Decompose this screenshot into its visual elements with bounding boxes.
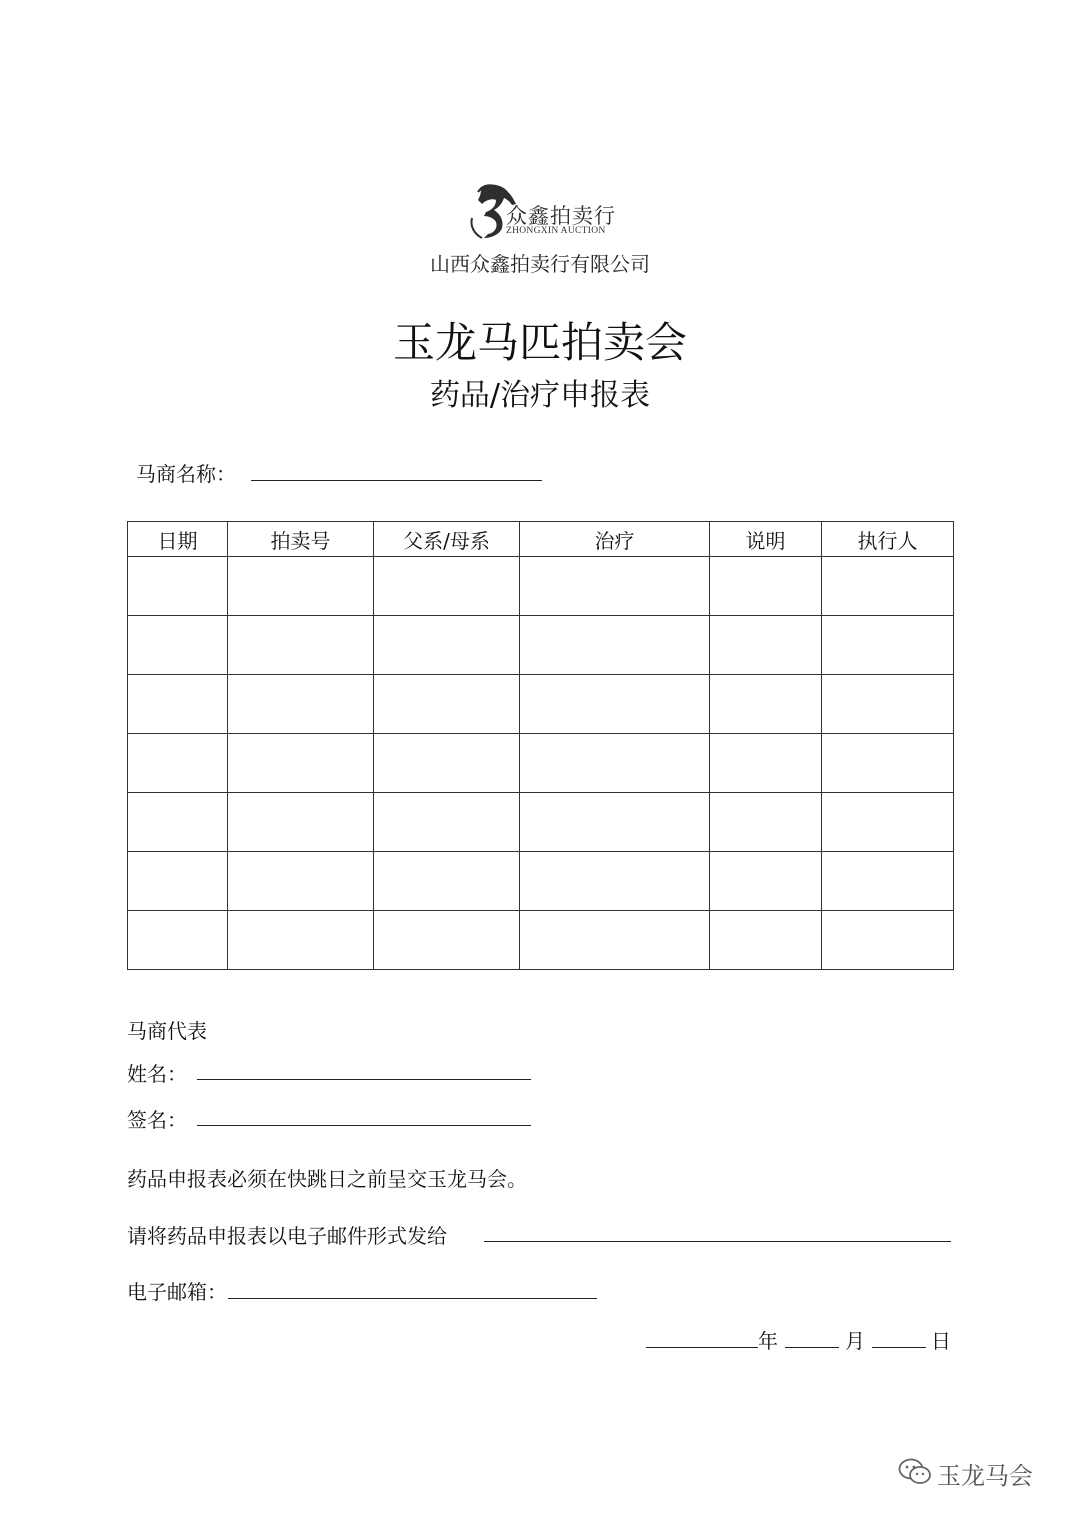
table-cell[interactable] xyxy=(374,734,520,793)
wechat-icon xyxy=(898,1457,932,1487)
table-cell[interactable] xyxy=(520,557,710,616)
table-cell[interactable] xyxy=(228,852,374,911)
month-label: 月 xyxy=(845,1329,865,1353)
table-cell[interactable] xyxy=(128,734,228,793)
table-cell[interactable] xyxy=(520,734,710,793)
column-header-treatment: 治疗 xyxy=(520,522,710,557)
table-cell[interactable] xyxy=(374,793,520,852)
email-label: 电子邮箱： xyxy=(127,1280,227,1304)
table-cell[interactable] xyxy=(822,557,954,616)
table-cell[interactable] xyxy=(228,557,374,616)
signature-label: 签名： xyxy=(127,1108,187,1132)
table-cell[interactable] xyxy=(228,616,374,675)
column-header-sire-dam: 父系/母系 xyxy=(374,522,520,557)
representative-heading: 马商代表 xyxy=(127,1019,207,1043)
table-cell[interactable] xyxy=(710,616,822,675)
table-row xyxy=(128,616,954,675)
table-cell[interactable] xyxy=(374,557,520,616)
table-cell[interactable] xyxy=(374,852,520,911)
name-label: 姓名： xyxy=(127,1062,187,1086)
dealer-name-label: 马商名称： xyxy=(136,462,236,486)
table-cell[interactable] xyxy=(128,911,228,970)
table-cell[interactable] xyxy=(520,852,710,911)
table-cell[interactable] xyxy=(520,911,710,970)
table-row xyxy=(128,911,954,970)
table-cell[interactable] xyxy=(228,675,374,734)
email-recipient-field[interactable] xyxy=(484,1241,951,1242)
table-row xyxy=(128,557,954,616)
table-cell[interactable] xyxy=(128,793,228,852)
table-cell[interactable] xyxy=(374,911,520,970)
table-cell[interactable] xyxy=(822,852,954,911)
year-field[interactable] xyxy=(646,1347,758,1348)
table-cell[interactable] xyxy=(520,616,710,675)
column-header-date: 日期 xyxy=(128,522,228,557)
table-cell[interactable] xyxy=(374,616,520,675)
table-row xyxy=(128,793,954,852)
page-subtitle: 药品/治疗申报表 xyxy=(429,378,651,413)
table-cell[interactable] xyxy=(520,793,710,852)
table-cell[interactable] xyxy=(822,734,954,793)
column-header-lot-number: 拍卖号 xyxy=(228,522,374,557)
table-cell[interactable] xyxy=(374,675,520,734)
table-cell[interactable] xyxy=(520,675,710,734)
column-header-administered-by: 执行人 xyxy=(822,522,954,557)
table-header-row xyxy=(128,522,954,557)
email-field[interactable] xyxy=(228,1298,597,1299)
table-cell[interactable] xyxy=(710,734,822,793)
month-field[interactable] xyxy=(785,1347,839,1348)
table-cell[interactable] xyxy=(128,675,228,734)
company-name: 山西众鑫拍卖行有限公司 xyxy=(430,252,650,276)
table-cell[interactable] xyxy=(822,616,954,675)
column-header-notes: 说明 xyxy=(710,522,822,557)
medication-table xyxy=(127,521,954,970)
name-field[interactable] xyxy=(197,1079,531,1080)
table-cell[interactable] xyxy=(128,616,228,675)
table-cell[interactable] xyxy=(128,557,228,616)
table-cell[interactable] xyxy=(710,911,822,970)
logo-name: 众鑫拍卖行 xyxy=(506,204,616,228)
table-cell[interactable] xyxy=(128,852,228,911)
table-cell[interactable] xyxy=(710,793,822,852)
table-cell[interactable] xyxy=(228,793,374,852)
table-cell[interactable] xyxy=(710,675,822,734)
signature-field[interactable] xyxy=(197,1125,531,1126)
table-row xyxy=(128,852,954,911)
table-row xyxy=(128,734,954,793)
watermark-text: 玉龙马会 xyxy=(937,1462,1033,1490)
submission-notice: 药品申报表必须在快跳日之前呈交玉龙马会。 xyxy=(127,1167,527,1191)
table-cell[interactable] xyxy=(710,557,822,616)
table-cell[interactable] xyxy=(822,675,954,734)
table-cell[interactable] xyxy=(228,734,374,793)
table-row xyxy=(128,675,954,734)
table-cell[interactable] xyxy=(822,911,954,970)
logo-english-name: ZHONGXIN AUCTION xyxy=(506,226,606,236)
page-title: 玉龙马匹拍卖会 xyxy=(392,318,687,367)
year-label: 年 xyxy=(758,1329,778,1353)
day-field[interactable] xyxy=(872,1347,926,1348)
dealer-name-field[interactable] xyxy=(251,480,542,481)
table-cell[interactable] xyxy=(710,852,822,911)
table-cell[interactable] xyxy=(228,911,374,970)
table-cell[interactable] xyxy=(822,793,954,852)
email-instruction: 请将药品申报表以电子邮件形式发给 xyxy=(127,1224,447,1248)
day-label: 日 xyxy=(931,1329,951,1353)
